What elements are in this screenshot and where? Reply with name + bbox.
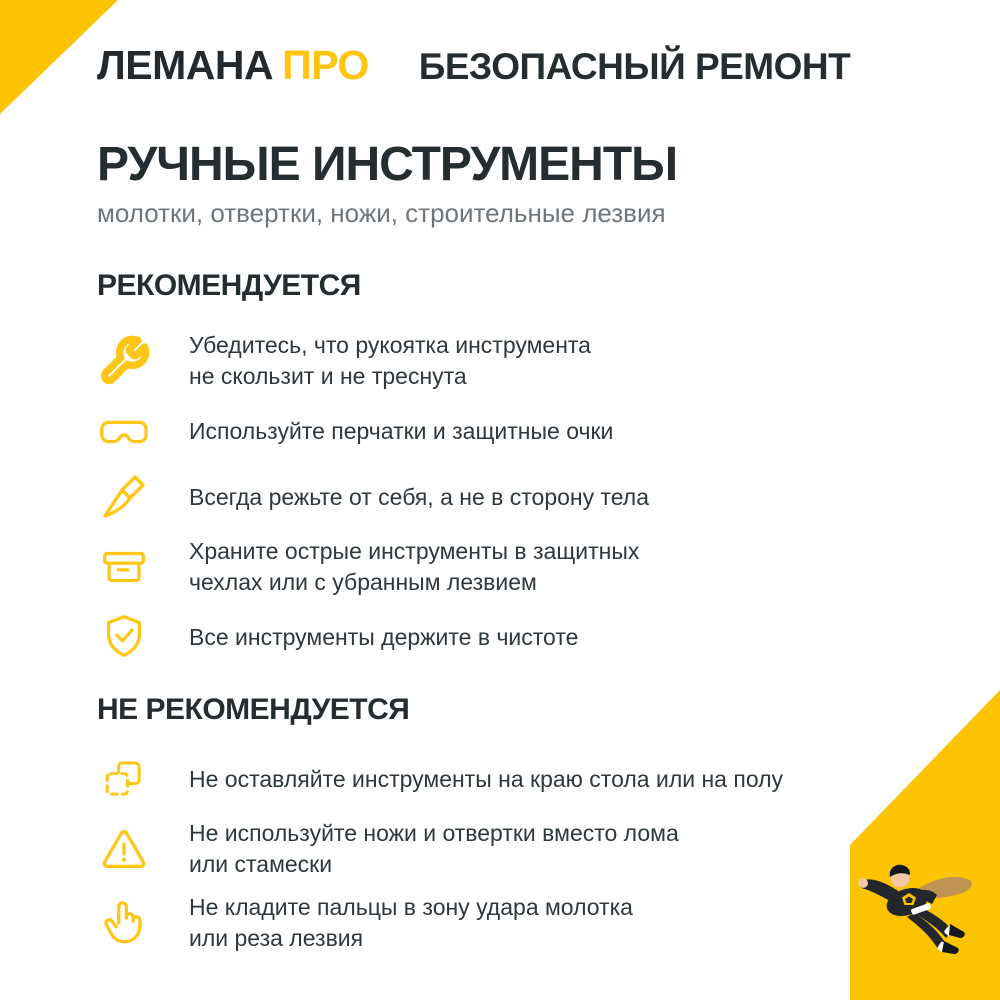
list-item	[97, 610, 940, 664]
list-item-text: Всегда режьте от себя, а не в сторону тела	[189, 483, 650, 510]
section-heading-recommended: РЕКОМЕНДУЕТСЯ	[97, 269, 361, 302]
list-item-text: Храните острые инструменты в защитных чехлах или с убранным лезвием	[189, 538, 640, 595]
list-item	[97, 330, 940, 392]
recommended-list	[97, 330, 940, 664]
list-item	[97, 536, 940, 598]
list-item	[97, 818, 940, 880]
safety-goggles-icon	[97, 404, 151, 458]
not-recommended-list	[97, 752, 940, 954]
list-item-text: Все инструменты держите в чистоте	[189, 623, 579, 650]
edge-placement-icon	[97, 752, 151, 806]
warning-triangle-icon	[97, 822, 151, 876]
list-item	[97, 892, 940, 954]
list-item	[97, 752, 940, 806]
list-item	[97, 470, 940, 524]
brand-logo-primary: ЛЕМАНА	[97, 42, 274, 88]
list-item-text: Не оставляйте инструменты на краю стола или на полу	[189, 765, 784, 792]
tap-hand-icon	[97, 896, 151, 950]
wrench-icon	[97, 334, 151, 388]
list-item	[97, 404, 940, 458]
brand-logo-secondary: ПРО	[282, 42, 369, 88]
list-item-text: Не используйте ножи и отвертки вместо лома или стамески	[189, 820, 679, 877]
brand-logo	[97, 40, 369, 90]
storage-box-icon	[97, 540, 151, 594]
page-subtitle: молотки, отвертки, ножи, строительные лезвия	[97, 198, 666, 228]
header	[97, 40, 940, 92]
list-item-text: Убедитесь, что рукоятка инструмента не скользит и не треснута	[189, 332, 591, 389]
campaign-title: БЕЗОПАСНЫЙ РЕМОНТ	[418, 46, 851, 87]
list-item-text: Не кладите пальцы в зону удара молотка или реза лезвия	[189, 894, 633, 951]
section-heading-not-recommended: НЕ РЕКОМЕНДУЕТСЯ	[97, 693, 410, 726]
shield-check-icon	[97, 610, 151, 664]
list-item-text: Используйте перчатки и защитные очки	[189, 417, 614, 444]
page-title: РУЧНЫЕ ИНСТРУМЕНТЫ	[97, 138, 678, 191]
knife-icon	[97, 470, 151, 524]
